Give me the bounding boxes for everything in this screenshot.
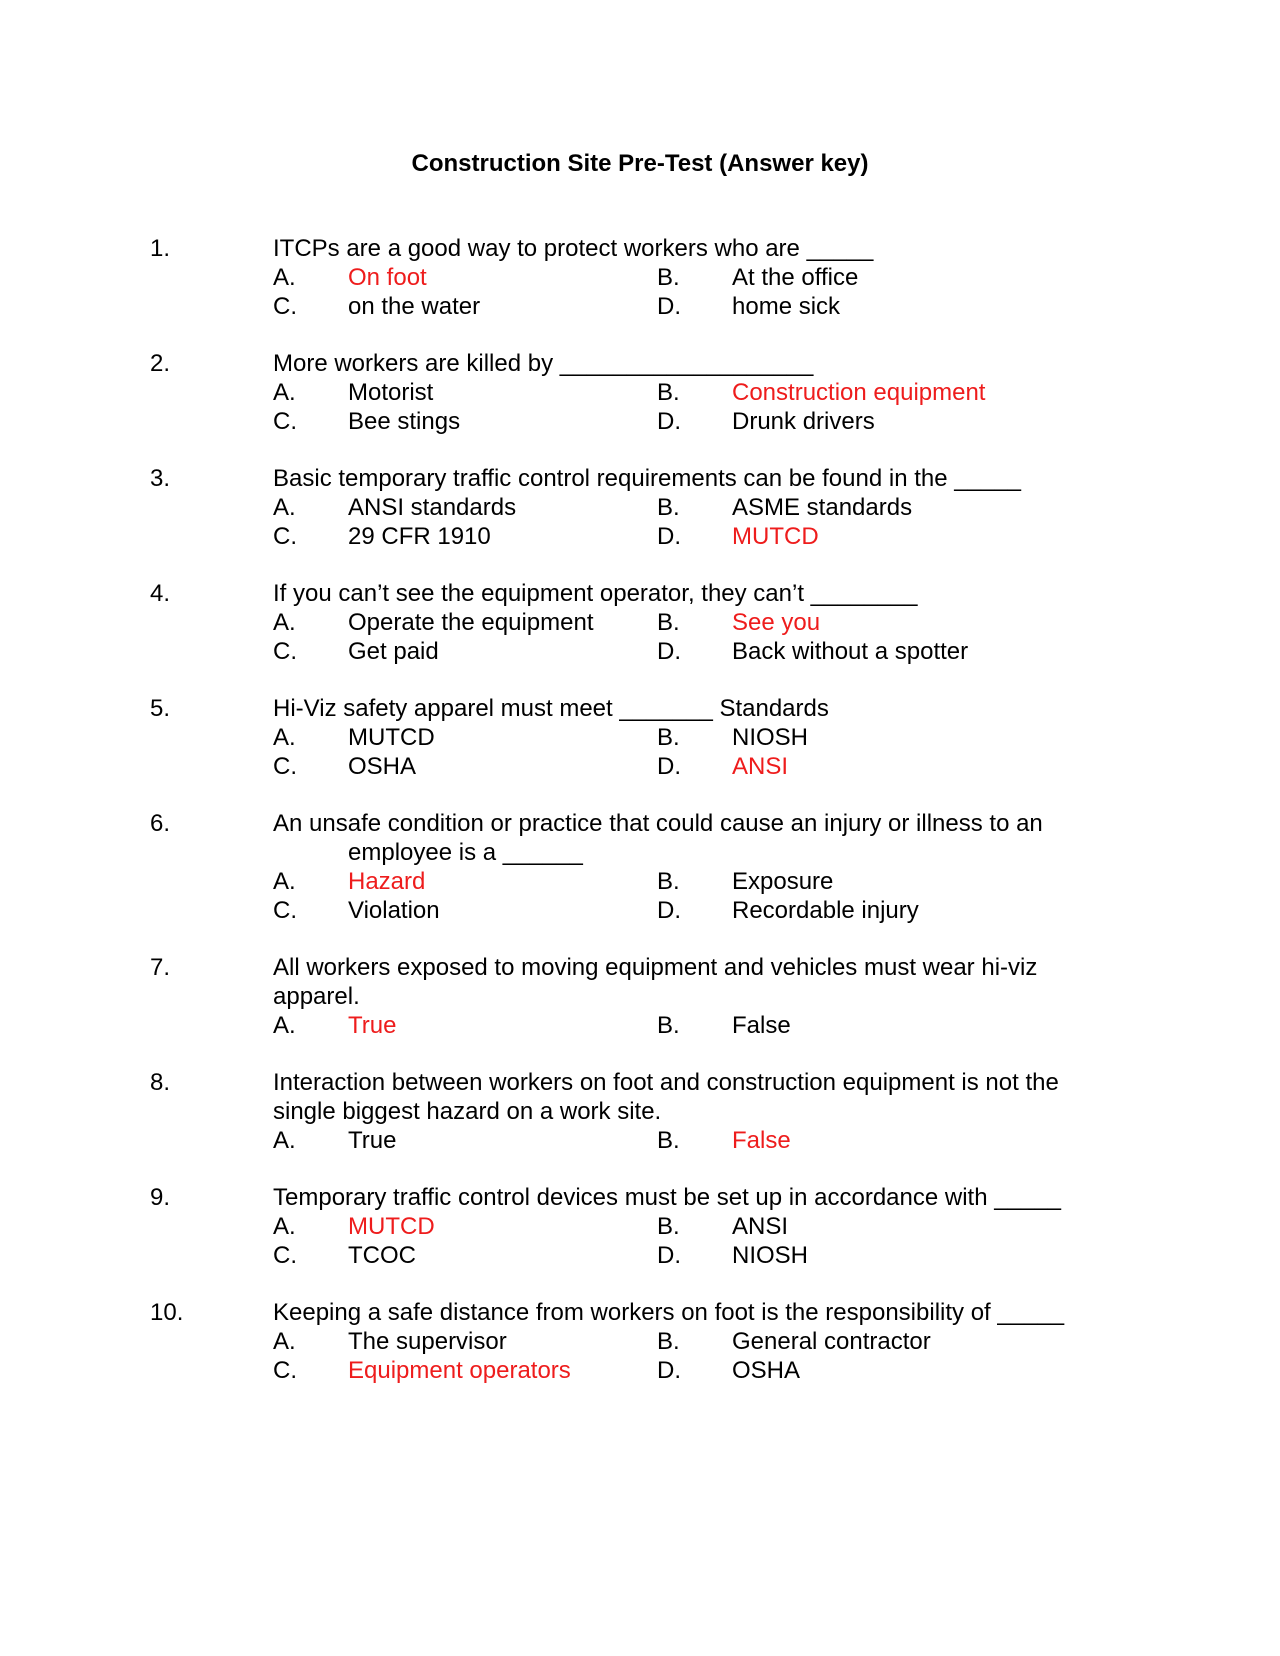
question-text: [273, 1183, 1113, 1212]
correct-answer-text: MUTCD: [732, 523, 819, 550]
option-text: Motorist: [348, 379, 434, 406]
option-letter: D.: [657, 897, 681, 924]
question-text-line: employee is a ______: [348, 839, 583, 866]
question-text: [273, 349, 1113, 378]
option-letter: C.: [273, 638, 297, 665]
option-text: Operate the equipment: [348, 609, 594, 636]
question-number: 2.: [150, 350, 171, 377]
option-letter: B.: [657, 1328, 680, 1355]
option-text: OSHA: [348, 753, 417, 780]
option-text: At the office: [732, 264, 859, 291]
question-number: 4.: [150, 580, 171, 607]
question-text-line: Temporary traffic control devices must be set up in accordance with _____: [273, 1184, 1061, 1211]
option-text: Drunk drivers: [732, 408, 875, 435]
question-number: 5.: [150, 695, 171, 722]
option-letter: D.: [657, 1357, 681, 1384]
option-letter: D.: [657, 1242, 681, 1269]
option-letter: C.: [273, 408, 297, 435]
correct-answer-text: See you: [732, 609, 821, 636]
option-letter: D.: [657, 523, 681, 550]
option-letter: B.: [657, 1127, 680, 1154]
option-letter: A.: [273, 868, 296, 895]
question-text-line: apparel.: [273, 983, 360, 1010]
question-text: [273, 694, 1113, 723]
correct-answer-text: On foot: [348, 264, 427, 291]
option-letter: D.: [657, 638, 681, 665]
option-letter: A.: [273, 494, 296, 521]
option-letter: D.: [657, 408, 681, 435]
option-text: on the water: [348, 293, 481, 320]
option-text: TCOC: [348, 1242, 416, 1269]
option-text: OSHA: [732, 1357, 801, 1384]
correct-answer-text: False: [732, 1127, 791, 1154]
correct-answer-text: True: [348, 1012, 397, 1039]
option-letter: A.: [273, 1328, 296, 1355]
question-text: [273, 809, 1113, 867]
option-text: ANSI standards: [348, 494, 517, 521]
option-letter: B.: [657, 868, 680, 895]
option-letter: A.: [273, 1012, 296, 1039]
option-letter: B.: [657, 264, 680, 291]
correct-answer-text: MUTCD: [348, 1213, 435, 1240]
question-number: 9.: [150, 1184, 171, 1211]
option-text: Get paid: [348, 638, 439, 665]
option-text: NIOSH: [732, 1242, 809, 1269]
question-text-line: More workers are killed by ___________________: [273, 350, 814, 377]
option-letter: C.: [273, 753, 297, 780]
option-letter: C.: [273, 293, 297, 320]
question-text-line: Hi-Viz safety apparel must meet _______ Standards: [273, 695, 829, 722]
question-number: 7.: [150, 954, 171, 981]
correct-answer-text: Construction equipment: [732, 379, 986, 406]
option-letter: B.: [657, 724, 680, 751]
page-title: Construction Site Pre-Test (Answer key): [411, 150, 869, 177]
question-number: 3.: [150, 465, 171, 492]
option-text: Bee stings: [348, 408, 461, 435]
option-text: Recordable injury: [732, 897, 919, 924]
option-letter: C.: [273, 523, 297, 550]
option-letter: A.: [273, 1213, 296, 1240]
option-text: ASME standards: [732, 494, 913, 521]
correct-answer-text: Equipment operators: [348, 1357, 571, 1384]
option-letter: B.: [657, 494, 680, 521]
question-text-line: If you can’t see the equipment operator, they can’t ________: [273, 580, 918, 607]
option-text: 29 CFR 1910: [348, 523, 491, 550]
option-text: home sick: [732, 293, 841, 320]
correct-answer-text: Hazard: [348, 868, 426, 895]
option-letter: B.: [657, 609, 680, 636]
question-text: [273, 953, 1113, 1011]
option-letter: C.: [273, 1242, 297, 1269]
option-text: MUTCD: [348, 724, 435, 751]
question-text-line: Basic temporary traffic control requirements can be found in the _____: [273, 465, 1021, 492]
question-text-line: All workers exposed to moving equipment and vehicles must wear hi-viz: [273, 954, 1038, 981]
question-text-line: single biggest hazard on a work site.: [273, 1098, 662, 1125]
question-text-line: An unsafe condition or practice that could cause an injury or illness to an: [273, 810, 1043, 837]
option-text: False: [732, 1012, 791, 1039]
option-letter: B.: [657, 1213, 680, 1240]
question-text: [273, 579, 1113, 608]
correct-answer-text: ANSI: [732, 753, 789, 780]
question-text-line: Keeping a safe distance from workers on foot is the responsibility of _____: [273, 1299, 1065, 1326]
option-text: NIOSH: [732, 724, 809, 751]
question-text: [273, 1298, 1113, 1327]
option-text: The supervisor: [348, 1328, 507, 1355]
option-letter: A.: [273, 264, 296, 291]
option-text: ANSI: [732, 1213, 789, 1240]
option-letter: B.: [657, 379, 680, 406]
question-number: 1.: [150, 235, 171, 262]
question-number: 6.: [150, 810, 171, 837]
option-text: Violation: [348, 897, 440, 924]
question-text: [273, 464, 1113, 493]
option-letter: C.: [273, 1357, 297, 1384]
question-number: 8.: [150, 1069, 171, 1096]
question-text: [273, 234, 1113, 263]
question-text: [273, 1068, 1113, 1126]
option-letter: D.: [657, 293, 681, 320]
option-letter: A.: [273, 724, 296, 751]
option-text: Exposure: [732, 868, 834, 895]
question-number: 10.: [150, 1299, 184, 1326]
option-text: Back without a spotter: [732, 638, 969, 665]
option-letter: B.: [657, 1012, 680, 1039]
option-letter: A.: [273, 1127, 296, 1154]
option-letter: A.: [273, 379, 296, 406]
option-text: True: [348, 1127, 397, 1154]
option-text: General contractor: [732, 1328, 931, 1355]
option-letter: A.: [273, 609, 296, 636]
option-letter: D.: [657, 753, 681, 780]
question-text-line: ITCPs are a good way to protect workers who are _____: [273, 235, 874, 262]
question-text-line: Interaction between workers on foot and construction equipment is not the: [273, 1069, 1059, 1096]
option-letter: C.: [273, 897, 297, 924]
